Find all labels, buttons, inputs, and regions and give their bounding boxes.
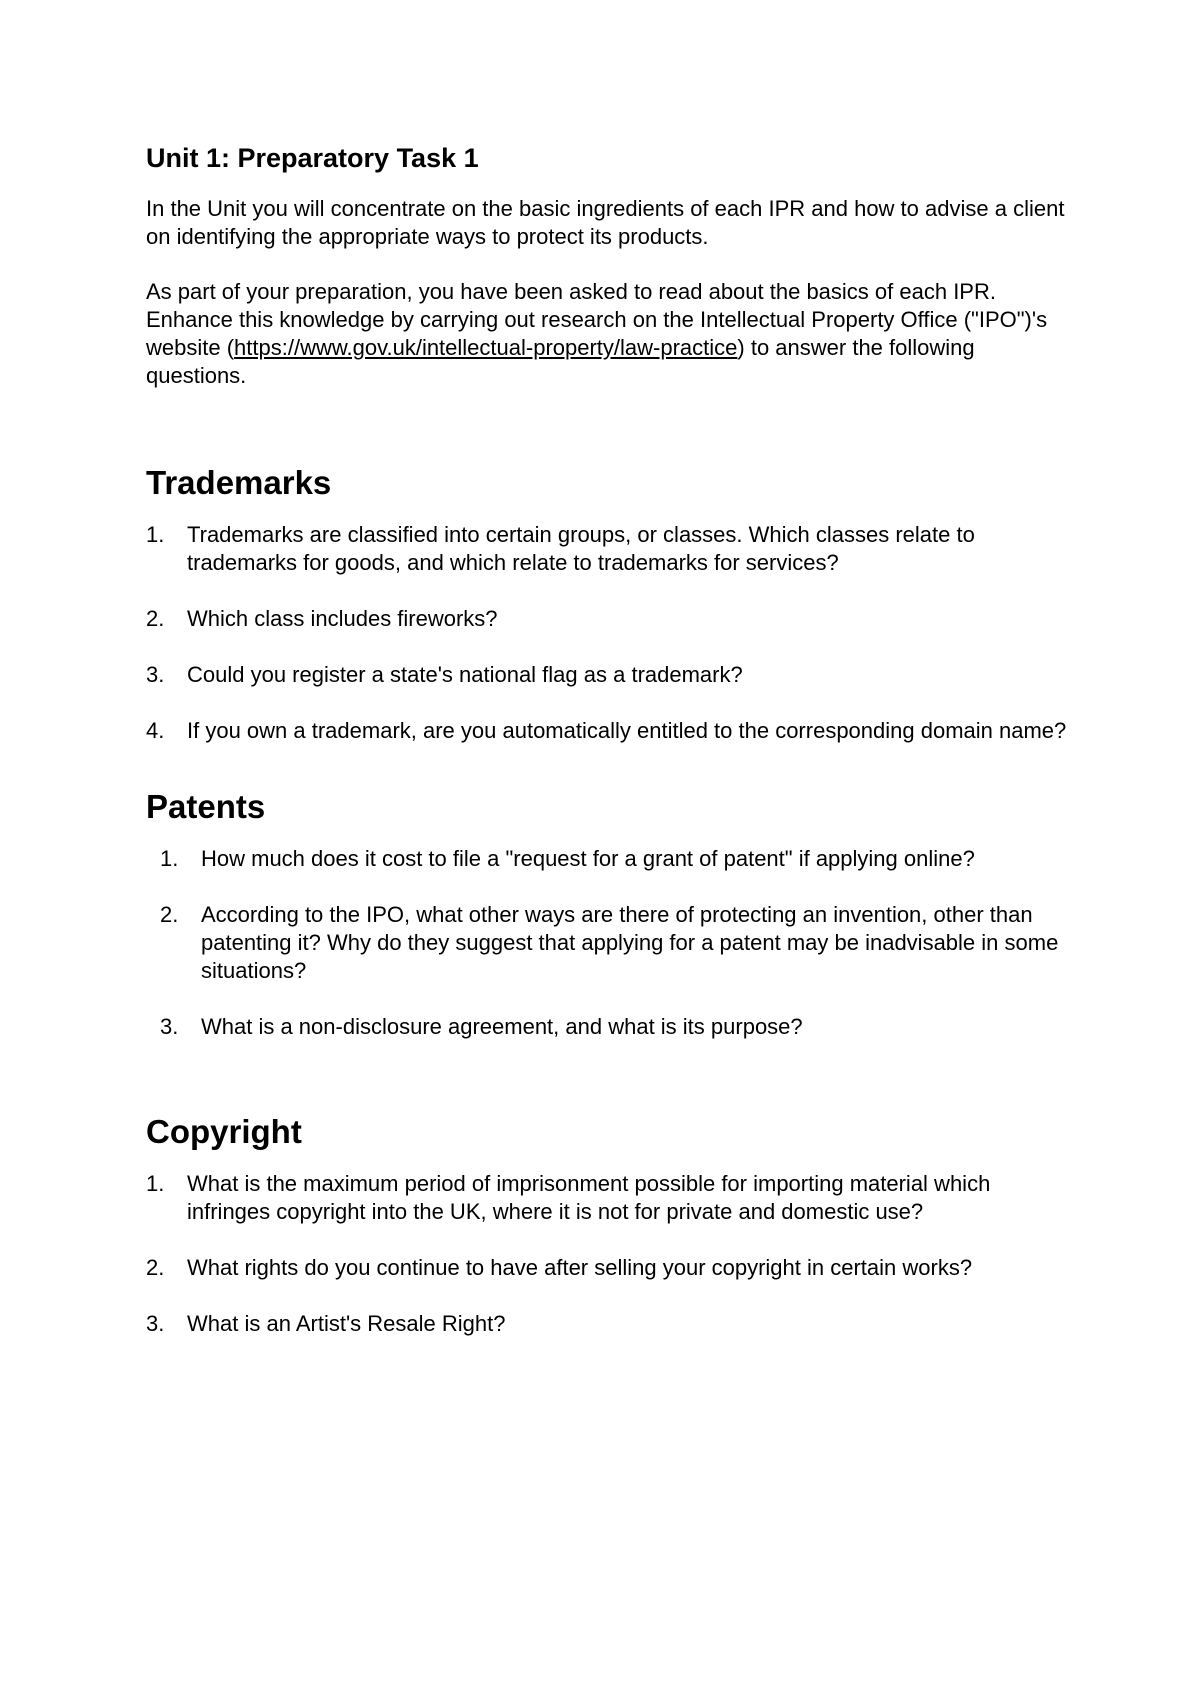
list-item <box>146 605 1076 633</box>
question-text: Which class includes fireworks? <box>187 606 498 631</box>
question-text: What is an Artist's Resale Right? <box>187 1311 506 1336</box>
ipo-website-link[interactable]: https://www.gov.uk/intellectual-property/law-practice <box>234 335 738 360</box>
question-number: 1. <box>160 846 179 871</box>
question-number: 2. <box>146 1255 165 1280</box>
question-text: Could you register a state's national flag as a trademark? <box>187 662 743 687</box>
list-item <box>146 661 1076 689</box>
question-text: How much does it cost to file a "request for a grant of patent" if applying online? <box>201 846 975 871</box>
list-item <box>146 1254 1076 1282</box>
question-number: 3. <box>160 1014 179 1039</box>
question-text: Trademarks are classified into certain groups, or classes. Which classes relate to trademarks for goods, and which relate to trademarks for services? <box>187 522 975 575</box>
list-item <box>146 521 1076 577</box>
trademarks-question-list <box>146 521 1076 745</box>
question-number: 3. <box>146 662 165 687</box>
preparation-text-start: As part of your preparation, you have been asked to read about the basics of each IPR. Enhance this knowledge by carrying out research on the Intellectual Property Office ("IPO")'s website ( <box>146 279 1048 360</box>
page-title: Unit 1: Preparatory Task 1 <box>146 143 479 173</box>
preparation-paragraph <box>146 278 1076 390</box>
section-heading-copyright: Copyright <box>146 1113 302 1150</box>
question-number: 1. <box>146 1171 165 1196</box>
question-text: What is the maximum period of imprisonment possible for importing material which infringes copyright into the UK, where it is not for private and domestic use? <box>187 1171 991 1224</box>
list-item <box>146 845 1076 873</box>
patents-question-list <box>146 845 1076 1041</box>
intro-paragraph: In the Unit you will concentrate on the basic ingredients of each IPR and how to advise a client on identifying the appropriate ways to protect its products. <box>146 196 1065 249</box>
question-number: 1. <box>146 522 165 547</box>
question-text: What is a non-disclosure agreement, and what is its purpose? <box>201 1014 803 1039</box>
list-item <box>146 901 1076 985</box>
question-text: What rights do you continue to have after selling your copyright in certain works? <box>187 1255 973 1280</box>
list-item <box>146 1013 1076 1041</box>
question-number: 2. <box>146 606 165 631</box>
preparation-text-end: ) to answer the following questions. <box>146 335 975 388</box>
section-heading-patents: Patents <box>146 788 266 825</box>
question-number: 4. <box>146 718 165 743</box>
copyright-question-list <box>146 1170 1076 1338</box>
document-page <box>146 141 1076 1338</box>
section-heading-trademarks: Trademarks <box>146 464 332 501</box>
list-item <box>146 1170 1076 1226</box>
list-item <box>146 717 1076 745</box>
list-item <box>146 1310 1076 1338</box>
question-text: According to the IPO, what other ways are there of protecting an invention, other than patenting it? Why do they suggest that applying for a patent may be inadvisable in some situations? <box>201 902 1059 983</box>
question-number: 3. <box>146 1311 165 1336</box>
question-text: If you own a trademark, are you automatically entitled to the corresponding domain name? <box>187 718 1067 743</box>
question-number: 2. <box>160 902 179 927</box>
